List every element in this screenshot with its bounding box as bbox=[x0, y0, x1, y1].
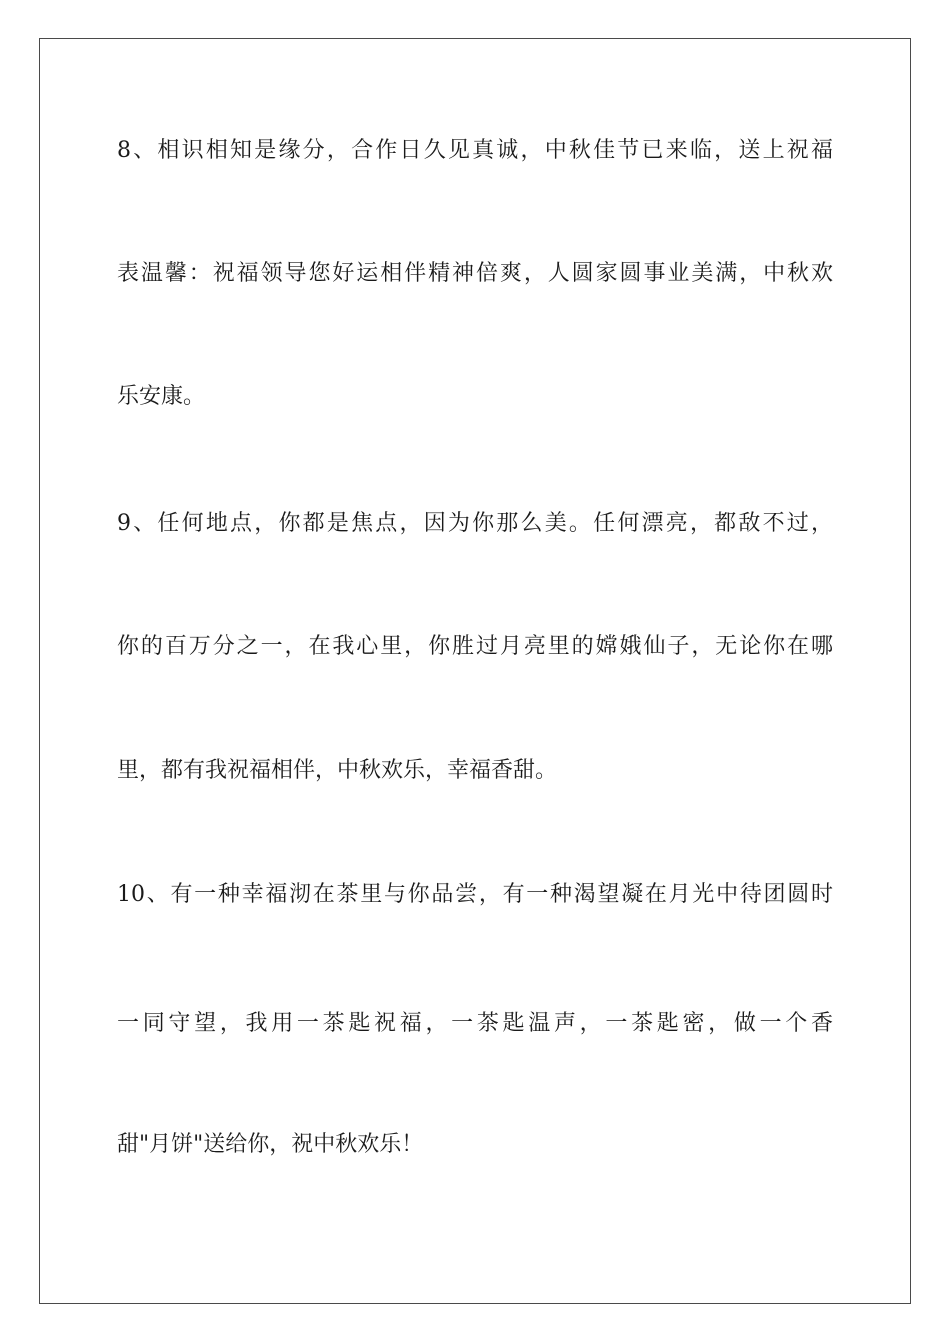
paragraph-10-line-3: 甜"月饼"送给你，祝中秋欢乐！ bbox=[117, 1132, 424, 1157]
paragraph-9-line-1: 9、任何地点，你都是焦点，因为你那么美。任何漂亮，都敌不过， bbox=[117, 511, 833, 536]
paragraph-8-line-2: 表温馨：祝福领导您好运相伴精神倍爽，人圆家圆事业美满，中秋欢 bbox=[117, 261, 833, 286]
paragraph-8-line-1: 8、相识相知是缘分，合作日久见真诚，中秋佳节已来临，送上祝福 bbox=[117, 138, 833, 163]
paragraph-10-line-2: 一同守望，我用一茶匙祝福，一茶匙温声，一茶匙密，做一个香 bbox=[117, 1011, 833, 1036]
page-border bbox=[39, 38, 911, 1304]
paragraph-9-line-2: 你的百万分之一，在我心里，你胜过月亮里的嫦娥仙子，无论你在哪 bbox=[117, 634, 833, 659]
paragraph-9-line-3: 里，都有我祝福相伴，中秋欢乐，幸福香甜。 bbox=[117, 758, 558, 783]
paragraph-10-line-1: 10、有一种幸福沏在茶里与你品尝，有一种渴望凝在月光中待团圆时 bbox=[117, 882, 833, 907]
paragraph-8-line-3: 乐安康。 bbox=[117, 384, 206, 409]
